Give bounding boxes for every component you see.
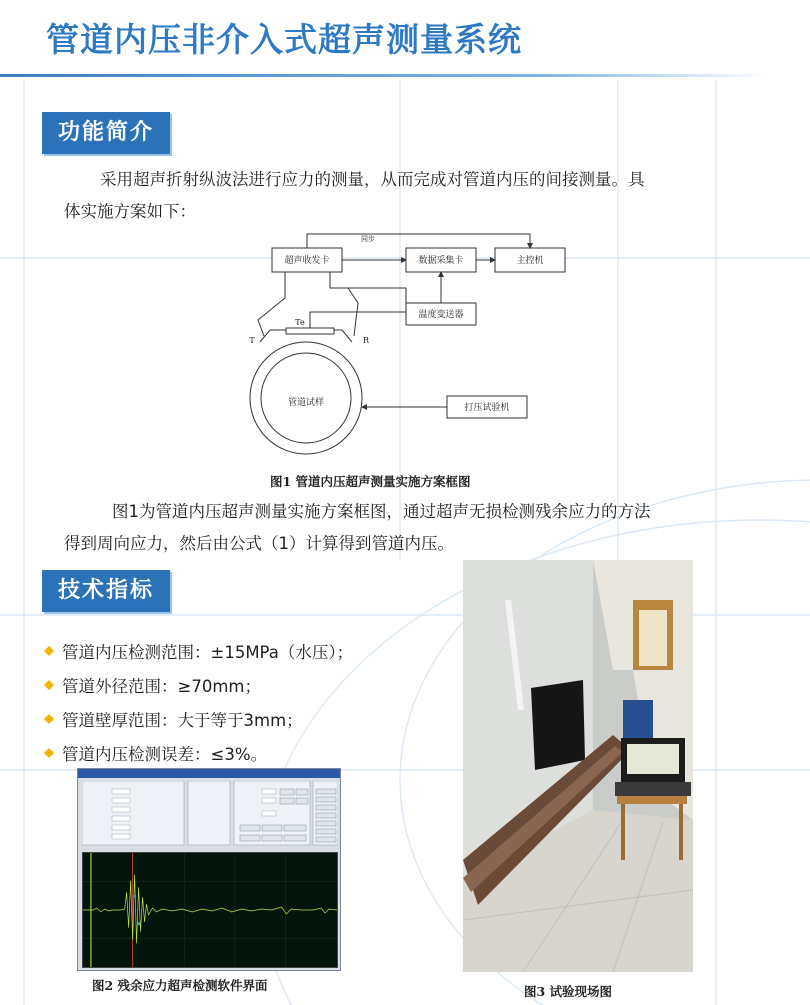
figure-1-diagram — [230, 228, 570, 498]
temp-sensor-label: Te — [295, 318, 305, 327]
pipe-label: 管道试样 — [287, 398, 325, 408]
spec-item-text: 管道内压检测范围：±15MPa（水压）； — [62, 643, 354, 662]
box-host-label: 主控机 — [516, 256, 544, 266]
spec-item — [44, 736, 444, 770]
figure-2-caption: 图2 残余应力超声检测软件界面 — [92, 978, 268, 993]
intro-paragraph-line2: 体实施方案如下： — [64, 202, 196, 221]
transducer-r-label: R — [362, 336, 370, 345]
software-control-panel — [82, 781, 338, 847]
sync-label: 同步 — [361, 235, 375, 243]
box-temperature-label: 温度变送器 — [418, 310, 464, 320]
transducer-t-label: T — [249, 336, 255, 345]
spec-item — [44, 702, 444, 736]
box-pressure-label: 打压试验机 — [464, 403, 510, 413]
spec-list — [44, 634, 444, 770]
figure-1-caption: 图1 管道内压超声测量实施方案框图 — [270, 474, 471, 489]
intro-paragraph-line1: 采用超声折射纵波法进行应力的测量，从而完成对管道内压的间接测量。具 — [100, 170, 645, 189]
page-title: 管道内压非介入式超声测量系统 — [46, 20, 522, 59]
figure-3-caption: 图3 试验现场图 — [524, 984, 613, 999]
section-tag-intro: 功能简介 — [42, 112, 170, 154]
intro-paragraph2-line1: 图1为管道内压超声测量实施方案框图，通过超声无损检测残余应力的方法 — [112, 502, 651, 521]
spec-item-text: 管道壁厚范围：大于等于3mm； — [62, 711, 303, 730]
title-underline — [0, 74, 770, 77]
figure-3-lab-photo — [463, 560, 693, 972]
diamond-bullet-icon — [44, 646, 54, 656]
box-daq-label: 数据采集卡 — [418, 256, 464, 266]
lab-photo-illustration — [463, 560, 693, 972]
block-diagram-svg — [230, 228, 570, 468]
waveform-display — [82, 852, 338, 968]
software-window-titlebar — [78, 769, 340, 778]
spec-item — [44, 668, 444, 702]
spec-item — [44, 634, 444, 668]
section-tag-specs: 技术指标 — [42, 570, 170, 612]
figure-2-software-screenshot — [77, 768, 341, 971]
diamond-bullet-icon — [44, 680, 54, 690]
diamond-bullet-icon — [44, 748, 54, 758]
box-transceiver-label: 超声收发卡 — [284, 256, 330, 266]
spec-item-text: 管道内压检测误差：≤3%。 — [62, 745, 268, 764]
intro-paragraph2-line2: 得到周向应力，然后由公式（1）计算得到管道内压。 — [64, 534, 454, 553]
diamond-bullet-icon — [44, 714, 54, 724]
spec-item-text: 管道外径范围：≥70mm； — [62, 677, 261, 696]
